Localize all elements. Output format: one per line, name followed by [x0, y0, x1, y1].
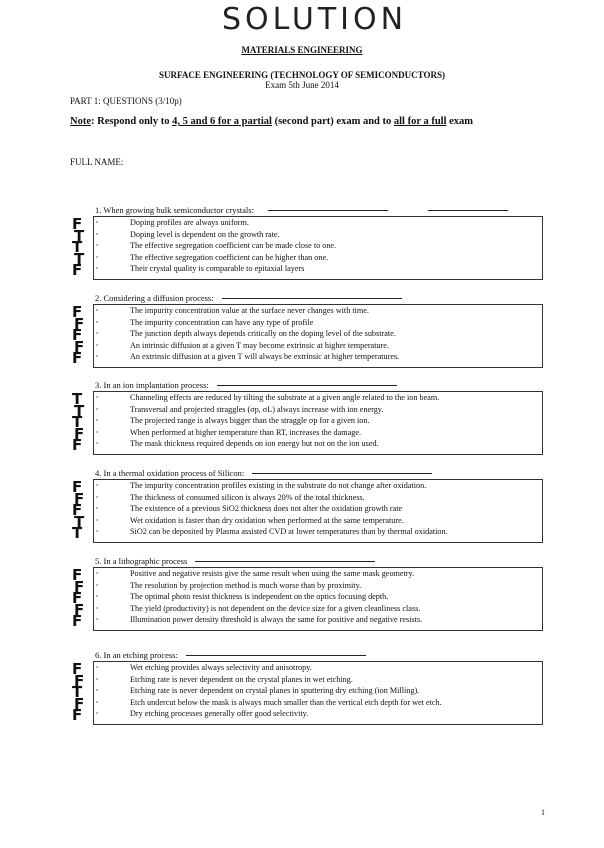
option-text: Their crystal quality is comparable to epitaxial layers — [130, 264, 305, 274]
handwritten-answer: F — [74, 337, 85, 356]
checkbox[interactable]: ▫ — [96, 418, 99, 425]
checkbox[interactable]: ▫ — [96, 506, 99, 513]
checkbox[interactable]: ▫ — [96, 494, 99, 501]
handwritten-answer: F — [74, 314, 85, 333]
handwritten-answer: F — [72, 612, 83, 631]
question-title — [95, 556, 375, 566]
note-line — [70, 116, 473, 127]
title-underline — [217, 385, 397, 386]
question-title-text: 5. In a lithographic process — [95, 556, 188, 566]
option-text: The junction depth always depends critically on the doping level of the substrate. — [130, 329, 396, 339]
handwritten-answer: F — [74, 671, 85, 690]
handwritten-answer: F — [72, 326, 83, 345]
handwritten-answer: F — [72, 501, 83, 520]
title-underline — [195, 561, 375, 562]
checkbox[interactable]: ▫ — [96, 676, 99, 683]
option-text: The projected range is always bigger than the straggle σp for a given ion. — [130, 416, 370, 426]
handwritten-answer: F — [72, 215, 83, 233]
option-text: SiO2 can be deposited by Plasma assisted CVD at lower temperatures than by thermal oxidation. — [130, 527, 448, 537]
checkbox[interactable]: ▫ — [96, 395, 99, 401]
checkbox[interactable]: ▫ — [96, 582, 99, 589]
checkbox[interactable]: ▫ — [96, 231, 99, 238]
question-title-text: 6. In an etching process: — [95, 650, 178, 660]
question-title-text: 3. In an ion implantation process: — [95, 380, 209, 390]
option-text: Doping level is dependent on the growth rate. — [130, 229, 280, 239]
option-text: The optimal photo resist thickness is independent on the optics focusing depth. — [130, 592, 389, 602]
note-text-3: exam — [446, 116, 474, 127]
option-text: Doping profiles are always uniform. — [130, 218, 249, 227]
option-text: The impurity concentration can have any type of profile — [130, 317, 314, 327]
checkbox[interactable]: ▫ — [96, 331, 99, 338]
question-title — [95, 650, 366, 660]
handwritten-answer: F — [72, 589, 83, 608]
subject-title: SURFACE ENGINEERING (TECHNOLOGY OF SEMICONDUCTORS) — [158, 70, 446, 80]
option-text: The effective segregation coefficient can be higher than one. — [130, 252, 329, 262]
option-text: The effective segregation coefficient can be made close to one. — [130, 241, 337, 251]
checkbox[interactable]: ▫ — [96, 665, 99, 671]
option-text: Transversal and projected straggles (σp, σL) always increase with ion energy. — [130, 404, 384, 414]
checkbox[interactable]: ▫ — [96, 517, 99, 524]
option-text: Dry etching processes generally offer good selectivity. — [130, 709, 309, 719]
question-title — [95, 205, 508, 215]
page-number: 1 — [541, 808, 545, 817]
handwritten-answer: T — [72, 390, 83, 408]
handwritten-answer: F — [74, 600, 85, 619]
option-text: Wet oxidation is faster than dry oxidation when performed at the same temperature. — [130, 515, 404, 525]
checkbox[interactable]: ▫ — [96, 699, 99, 706]
exam-date: Exam 5th June 2014 — [265, 80, 339, 90]
handwritten-answer: T — [74, 249, 85, 268]
checkbox[interactable]: ▫ — [96, 342, 99, 349]
handwritten-answer: F — [72, 566, 83, 584]
handwritten-answer: F — [72, 706, 83, 725]
option-text: The resolution by projection method is much worse than by proximity. — [130, 580, 362, 590]
note-label: Note — [70, 116, 91, 127]
handwritten-answer: F — [74, 694, 85, 713]
option-text: The existence of a previous SiO2 thickness does not alter the oxidation growth rate — [130, 504, 403, 514]
full-name-label: FULL NAME: — [70, 157, 124, 167]
checkbox[interactable]: ▫ — [96, 220, 99, 226]
question-title-text: 4. In a thermal oxidation process of Silicon: — [95, 468, 245, 478]
checkbox[interactable]: ▫ — [96, 308, 99, 314]
handwritten-answer: F — [72, 303, 83, 321]
option-text: Positive and negative resists give the same result when using the same mask geometry. — [130, 569, 415, 578]
checkbox[interactable]: ▫ — [96, 594, 99, 601]
checkbox[interactable]: ▫ — [96, 688, 99, 695]
question-title-text: 1. When growing bulk semiconductor crystals: — [95, 205, 254, 215]
question-title-text: 2. Considering a diffusion process: — [95, 293, 214, 303]
part-label: PART 1: QUESTIONS (3/10p) — [70, 96, 182, 106]
question-title — [95, 380, 397, 390]
question-title — [95, 468, 432, 478]
option-text: The impurity concentration value at the surface never changes with time. — [130, 306, 369, 315]
handwritten-answer: F — [72, 660, 83, 678]
checkbox[interactable]: ▫ — [96, 266, 99, 273]
handwritten-answer: F — [74, 424, 85, 443]
option-text: Channeling effects are reduced by tilting the substrate at a given angle related to the ion beam. — [130, 393, 440, 402]
checkbox[interactable]: ▫ — [96, 605, 99, 612]
handwritten-answer: F — [72, 349, 83, 368]
option-text: An intrinsic diffusion at a given T may become extrinsic at higher temperature. — [130, 340, 389, 350]
option-text: The yield (productivity) is not dependent on the device size for a given cleanliness class. — [130, 603, 421, 613]
option-text: Illumination power density threshold is always the same for positive and negative resists. — [130, 615, 423, 625]
checkbox[interactable]: ▫ — [96, 406, 99, 413]
checkbox[interactable]: ▫ — [96, 617, 99, 624]
title-underline — [252, 473, 432, 474]
handwritten-answer: T — [74, 226, 85, 245]
handwritten-answer: T — [74, 401, 85, 420]
title-underline — [268, 210, 388, 211]
option-text: The mask thickness required depends on ion energy but not on the ion used. — [130, 439, 379, 449]
handwritten-answer: T — [72, 524, 83, 543]
option-text: Etching rate is never dependent on the crystal planes in wet etching. — [130, 674, 353, 684]
option-text: When performed at higher temperature than RT, increases the damage. — [130, 427, 362, 437]
title-underline — [428, 210, 508, 211]
option-text: Wet etching provides always selectivity and anisotropy. — [130, 663, 312, 672]
question-title — [95, 293, 402, 303]
handwritten-answer: F — [74, 489, 85, 508]
handwritten-answer: F — [72, 436, 83, 455]
title-underline — [186, 655, 366, 656]
option-text: Etch undercut below the mask is always much smaller than the vertical etch depth for wet etch. — [130, 697, 442, 707]
note-full: all for a full — [393, 116, 447, 127]
checkbox[interactable]: ▫ — [96, 429, 99, 436]
checkbox[interactable]: ▫ — [96, 243, 99, 250]
checkbox[interactable]: ▫ — [96, 571, 99, 577]
checkbox[interactable]: ▫ — [96, 319, 99, 326]
handwritten-answer: F — [74, 577, 85, 596]
checkbox[interactable]: ▫ — [96, 441, 99, 448]
handwritten-answer: T — [74, 512, 85, 531]
option-text: The thickness of consumed silicon is always 20% of the total thickness. — [130, 492, 365, 502]
checkbox[interactable]: ▫ — [96, 483, 99, 489]
handwritten-answer: F — [72, 261, 83, 280]
checkbox[interactable]: ▫ — [96, 529, 99, 536]
handwritten-answer: T — [72, 683, 83, 702]
note-partial: 4, 5 and 6 for a partial — [172, 116, 272, 127]
checkbox[interactable]: ▫ — [96, 254, 99, 261]
note-text-1: : Respond only to — [91, 116, 173, 127]
handwritten-answer: T — [72, 238, 83, 257]
checkbox[interactable]: ▫ — [96, 354, 99, 361]
option-text: Etching rate is never dependent on crystal planes in sputtering dry etching (ion Milling). — [130, 686, 420, 696]
handwritten-answer: F — [72, 478, 83, 496]
title-underline — [222, 298, 402, 299]
handwritten-answer: T — [72, 413, 83, 432]
note-text-2: (second part) exam and to — [271, 116, 394, 127]
option-text: The impurity concentration profiles existing in the substrate do not change after oxidation. — [130, 481, 427, 490]
checkbox[interactable]: ▫ — [96, 711, 99, 718]
course-title: MATERIALS ENGINEERING — [241, 45, 363, 55]
solution-title: SOLUTION — [222, 2, 408, 37]
option-text: An extrinsic diffusion at a given T will always be extrinsic at higher temperatures. — [130, 352, 400, 362]
